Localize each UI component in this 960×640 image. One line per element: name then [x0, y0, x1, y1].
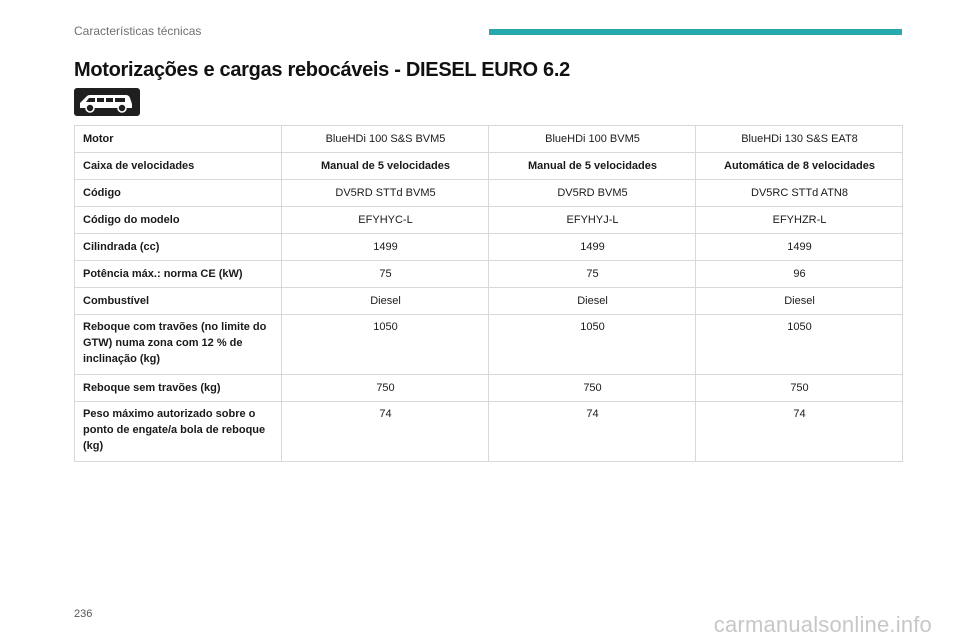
table-row	[75, 261, 903, 288]
table-cell: EFYHYJ-L	[489, 207, 696, 234]
row-label: Reboque com travões (no limite do GTW) numa zona com 12 % de inclinação (kg)	[75, 315, 282, 375]
table-cell: 1499	[282, 234, 489, 261]
table-cell: Diesel	[696, 288, 903, 315]
header-accent-bar	[489, 29, 902, 35]
table-cell: BlueHDi 100 S&S BVM5	[282, 126, 489, 153]
watermark: carmanualsonline.info	[713, 612, 932, 637]
table-cell: 750	[282, 375, 489, 402]
table-cell: 96	[696, 261, 903, 288]
row-label: Reboque sem travões (kg)	[75, 375, 282, 402]
table-cell: Manual de 5 velocidades	[282, 153, 489, 180]
row-label: Código	[75, 180, 282, 207]
row-label: Peso máximo autorizado sobre o ponto de engate/a bola de reboque (kg)	[75, 402, 282, 462]
table-cell: Diesel	[282, 288, 489, 315]
page-title: Motorizações e cargas rebocáveis - DIESEL EURO 6.2	[74, 59, 570, 81]
section-header: Características técnicas	[74, 24, 202, 38]
table-cell: 74	[489, 402, 696, 462]
table-row	[75, 207, 903, 234]
table-cell: 750	[696, 375, 903, 402]
table-row	[75, 153, 903, 180]
page-number: 236	[74, 608, 93, 620]
row-label: Caixa de velocidades	[75, 153, 282, 180]
table-cell: EFYHZR-L	[696, 207, 903, 234]
table-cell: 74	[282, 402, 489, 462]
table-row	[75, 234, 903, 261]
table-cell: 1499	[696, 234, 903, 261]
table-cell: DV5RC STTd ATN8	[696, 180, 903, 207]
table-cell: 1050	[696, 315, 903, 375]
table-cell: 1050	[489, 315, 696, 375]
table-cell: DV5RD BVM5	[489, 180, 696, 207]
table-cell: Automática de 8 velocidades	[696, 153, 903, 180]
table-row	[75, 315, 903, 375]
table-row	[75, 126, 903, 153]
table-row	[75, 375, 903, 402]
table-row	[75, 288, 903, 315]
table-cell: 75	[282, 261, 489, 288]
table-cell: 750	[489, 375, 696, 402]
table-cell: Diesel	[489, 288, 696, 315]
engine-towing-table	[74, 125, 903, 462]
table-cell: 1499	[489, 234, 696, 261]
table-cell: DV5RD STTd BVM5	[282, 180, 489, 207]
table-cell: BlueHDi 130 S&S EAT8	[696, 126, 903, 153]
table-cell: 75	[489, 261, 696, 288]
table-cell: 74	[696, 402, 903, 462]
table-row	[75, 402, 903, 462]
row-label: Potência máx.: norma CE (kW)	[75, 261, 282, 288]
table-cell: 1050	[282, 315, 489, 375]
table-cell: Manual de 5 velocidades	[489, 153, 696, 180]
row-label: Cilindrada (cc)	[75, 234, 282, 261]
van-icon-graphic	[74, 88, 140, 116]
row-label: Combustível	[75, 288, 282, 315]
table-cell: BlueHDi 100 BVM5	[489, 126, 696, 153]
row-label: Código do modelo	[75, 207, 282, 234]
van-icon	[74, 88, 140, 116]
table-row	[75, 180, 903, 207]
row-label: Motor	[75, 126, 282, 153]
table-cell: EFYHYC-L	[282, 207, 489, 234]
